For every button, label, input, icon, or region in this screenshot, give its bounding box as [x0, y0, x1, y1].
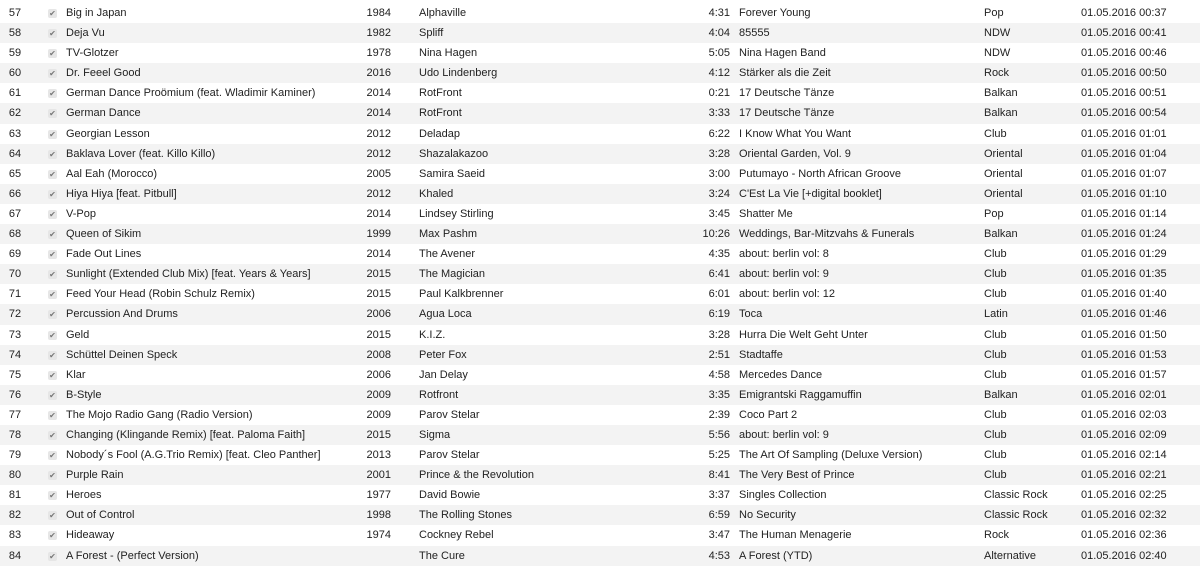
track-num: 69 [8, 248, 22, 261]
track-title: German Dance [66, 107, 141, 120]
track-time: 3:28 [708, 147, 730, 160]
checkbox-checked-icon[interactable]: ✔ [49, 69, 56, 79]
track-album: I Know What You Want [739, 127, 852, 140]
checkbox-checked-icon[interactable]: ✔ [49, 209, 56, 219]
checkbox-checked-icon[interactable]: ✔ [49, 9, 56, 18]
track-row[interactable] [0, 204, 1200, 224]
track-year: 2006 [366, 308, 391, 321]
checkbox-checked-icon[interactable]: ✔ [49, 89, 56, 99]
track-album: The Art Of Sampling (Deluxe Version) [739, 449, 923, 462]
track-genre: NDW [984, 27, 1011, 40]
checkbox-checked-icon[interactable]: ✔ [49, 189, 56, 199]
checkbox-checked-icon[interactable]: ✔ [49, 270, 56, 280]
track-num: 65 [8, 167, 22, 180]
track-title: Aal Eah (Morocco) [66, 167, 158, 180]
track-artist: The Magician [419, 268, 486, 281]
track-num: 71 [8, 288, 22, 301]
track-genre: Pop [984, 207, 1004, 220]
track-date: 01.05.2016 00:46 [1081, 47, 1167, 60]
track-title: German Dance Proömium (feat. Wladimir Kaminer) [66, 87, 316, 100]
track-year: 2015 [366, 428, 391, 441]
track-time: 6:41 [708, 268, 730, 281]
track-artist: Agua Loca [419, 308, 472, 321]
track-album: The Very Best of Prince [739, 469, 855, 482]
track-year: 1984 [366, 7, 391, 19]
track-album: 17 Deutsche Tänze [739, 87, 835, 100]
track-year: 2014 [366, 248, 391, 261]
track-album: C'Est La Vie [+digital booklet] [739, 187, 882, 200]
track-artist: Alphaville [419, 7, 467, 19]
track-row[interactable] [0, 23, 1200, 43]
track-time: 2:39 [708, 408, 730, 421]
track-title: Nobody´s Fool (A.G.Trio Remix) [feat. Cleo Panther] [66, 449, 321, 462]
track-row[interactable] [0, 284, 1200, 304]
track-time: 5:05 [708, 47, 730, 60]
checkbox-checked-icon[interactable]: ✔ [49, 49, 56, 59]
checkbox-checked-icon[interactable]: ✔ [49, 29, 56, 39]
track-date: 01.05.2016 00:41 [1081, 27, 1167, 40]
track-artist: Khaled [419, 187, 454, 200]
track-num: 84 [8, 549, 22, 562]
track-date: 01.05.2016 00:37 [1081, 7, 1167, 19]
track-album: 17 Deutsche Tänze [739, 107, 835, 120]
track-num: 60 [8, 67, 22, 80]
track-genre: Latin [984, 308, 1008, 321]
track-row[interactable] [0, 264, 1200, 284]
track-title: Klar [66, 368, 86, 381]
track-year: 2009 [366, 408, 391, 421]
track-num: 83 [8, 529, 22, 542]
track-time: 3:28 [708, 328, 730, 341]
track-row[interactable] [0, 244, 1200, 264]
track-genre: Balkan [984, 388, 1018, 401]
track-title: Sunlight (Extended Club Mix) [feat. Years & Years] [66, 268, 311, 281]
checkbox-checked-icon[interactable]: ✔ [49, 350, 56, 360]
track-genre: Club [984, 348, 1007, 361]
track-album: about: berlin vol: 8 [739, 248, 829, 261]
checkbox-checked-icon[interactable]: ✔ [49, 290, 56, 300]
track-time: 8:41 [708, 469, 730, 482]
track-time: 5:56 [708, 428, 730, 441]
track-time: 3:33 [708, 107, 730, 120]
track-date: 01.05.2016 01:40 [1081, 288, 1167, 301]
track-date: 01.05.2016 01:07 [1081, 167, 1167, 180]
checkbox-checked-icon[interactable]: ✔ [49, 169, 56, 179]
track-row[interactable] [0, 345, 1200, 365]
track-artist: Jan Delay [419, 368, 468, 381]
track-date: 01.05.2016 02:01 [1081, 388, 1167, 401]
track-date: 01.05.2016 01:57 [1081, 368, 1167, 381]
track-year: 1974 [366, 529, 391, 542]
track-artist: Shazalakazoo [419, 147, 489, 160]
track-title: Geld [66, 328, 90, 341]
track-row[interactable] [0, 465, 1200, 485]
track-row[interactable] [0, 304, 1200, 324]
track-num: 68 [8, 228, 22, 241]
track-time: 4:58 [708, 368, 730, 381]
track-title: Georgian Lesson [66, 127, 150, 140]
track-genre: Classic Rock [984, 509, 1048, 522]
track-title: V-Pop [66, 207, 96, 220]
track-row[interactable] [0, 325, 1200, 345]
track-title: A Forest - (Perfect Version) [66, 549, 199, 562]
track-title: Percussion And Drums [66, 308, 178, 321]
track-album: Emigrantski Raggamuffin [739, 388, 862, 401]
track-time: 3:24 [708, 187, 730, 200]
track-genre: Rock [984, 67, 1010, 80]
track-album: Mercedes Dance [739, 368, 823, 381]
track-genre: Rock [984, 529, 1010, 542]
track-title: B-Style [66, 388, 102, 401]
track-artist: Paul Kalkbrenner [419, 288, 504, 301]
track-row[interactable] [0, 124, 1200, 144]
track-year: 2012 [366, 127, 391, 140]
track-year: 2005 [366, 167, 391, 180]
track-year: 1982 [366, 27, 391, 40]
track-album: Putumayo - North African Groove [739, 167, 902, 180]
track-row[interactable] [0, 224, 1200, 244]
track-year: 2014 [366, 107, 391, 120]
track-album: Hurra Die Welt Geht Unter [739, 328, 868, 341]
track-time: 0:21 [708, 87, 730, 100]
track-row[interactable] [0, 83, 1200, 103]
track-artist: Rotfront [419, 388, 459, 401]
track-num: 79 [8, 449, 22, 462]
track-num: 76 [8, 388, 22, 401]
track-date: 01.05.2016 01:35 [1081, 268, 1167, 281]
track-title: Hideaway [66, 529, 115, 542]
track-genre: Oriental [984, 147, 1023, 160]
track-date: 01.05.2016 02:25 [1081, 489, 1167, 502]
checkbox-checked-icon[interactable]: ✔ [49, 310, 56, 320]
track-date: 01.05.2016 01:50 [1081, 328, 1167, 341]
track-time: 5:25 [708, 449, 730, 462]
track-genre: Balkan [984, 87, 1018, 100]
track-album: 85555 [739, 27, 770, 40]
checkbox-checked-icon[interactable]: ✔ [49, 451, 56, 461]
track-time: 4:04 [708, 27, 730, 40]
track-genre: Club [984, 428, 1007, 441]
track-date: 01.05.2016 02:21 [1081, 469, 1167, 482]
track-time: 6:59 [708, 509, 730, 522]
checkbox-checked-icon[interactable]: ✔ [49, 390, 56, 400]
checkbox-checked-icon[interactable]: ✔ [49, 250, 56, 260]
track-num: 73 [8, 328, 22, 341]
track-album: Coco Part 2 [739, 408, 798, 421]
track-album: Singles Collection [739, 489, 827, 502]
track-year: 2014 [366, 207, 391, 220]
checkbox-checked-icon[interactable]: ✔ [49, 551, 56, 561]
track-album: Toca [739, 308, 763, 321]
track-num: 67 [8, 207, 22, 220]
track-num: 78 [8, 428, 22, 441]
track-row[interactable] [0, 425, 1200, 445]
track-genre: Balkan [984, 228, 1018, 241]
track-time: 4:53 [708, 549, 730, 562]
track-year: 2015 [366, 328, 391, 341]
track-date: 01.05.2016 01:29 [1081, 248, 1167, 261]
track-artist: RotFront [419, 87, 462, 100]
track-date: 01.05.2016 00:50 [1081, 67, 1167, 80]
checkbox-checked-icon[interactable]: ✔ [49, 330, 56, 340]
track-row[interactable] [0, 385, 1200, 405]
track-artist: Prince & the Revolution [419, 469, 534, 482]
track-time: 4:31 [708, 7, 730, 19]
track-row[interactable] [0, 43, 1200, 63]
track-time: 3:45 [708, 207, 730, 220]
track-genre: Club [984, 328, 1007, 341]
track-genre: Oriental [984, 187, 1023, 200]
track-artist: The Avener [419, 248, 476, 261]
track-num: 61 [8, 87, 22, 100]
track-title: Deja Vu [66, 27, 105, 40]
track-title: Baklava Lover (feat. Killo Killo) [66, 147, 216, 160]
checkbox-checked-icon[interactable]: ✔ [49, 471, 56, 481]
track-time: 4:12 [708, 67, 730, 80]
track-artist: Deladap [419, 127, 460, 140]
track-time: 3:47 [708, 529, 730, 542]
checkbox-checked-icon[interactable]: ✔ [49, 370, 56, 380]
track-row[interactable] [0, 505, 1200, 525]
track-row[interactable] [0, 365, 1200, 385]
track-num: 66 [8, 187, 22, 200]
track-date: 01.05.2016 01:01 [1081, 127, 1167, 140]
track-genre: Balkan [984, 107, 1018, 120]
track-genre: Club [984, 368, 1007, 381]
track-title: Purple Rain [66, 469, 124, 482]
track-title: TV-Glotzer [66, 47, 119, 60]
track-artist: K.I.Z. [419, 328, 446, 341]
track-artist: Parov Stelar [419, 449, 480, 462]
track-row[interactable] [0, 445, 1200, 465]
track-row[interactable] [0, 103, 1200, 123]
track-num: 81 [8, 489, 22, 502]
track-genre: Oriental [984, 167, 1023, 180]
track-row[interactable] [0, 525, 1200, 545]
track-genre: Club [984, 449, 1007, 462]
track-year: 2008 [366, 348, 391, 361]
track-num: 57 [8, 7, 22, 19]
checkbox-checked-icon[interactable]: ✔ [49, 430, 56, 440]
track-genre: Club [984, 248, 1007, 261]
track-year: 2015 [366, 268, 391, 281]
track-artist: Peter Fox [419, 348, 467, 361]
track-title: Changing (Klingande Remix) [feat. Paloma Faith] [66, 428, 306, 441]
track-date: 01.05.2016 00:51 [1081, 87, 1167, 100]
track-genre: Alternative [984, 549, 1036, 562]
track-artist: Lindsey Stirling [419, 207, 494, 220]
track-year: 2009 [366, 388, 391, 401]
track-genre: NDW [984, 47, 1011, 60]
track-album: about: berlin vol: 12 [739, 288, 836, 301]
track-row[interactable] [0, 184, 1200, 204]
track-artist: Udo Lindenberg [419, 67, 498, 80]
track-album: Nina Hagen Band [739, 47, 826, 60]
track-title: Schüttel Deinen Speck [66, 348, 178, 361]
track-time: 6:22 [708, 127, 730, 140]
track-album: Stadtaffe [739, 348, 783, 361]
track-artist: Samira Saeid [419, 167, 486, 180]
track-date: 01.05.2016 00:54 [1081, 107, 1167, 120]
checkbox-checked-icon[interactable]: ✔ [49, 491, 56, 501]
track-num: 70 [8, 268, 22, 281]
track-num: 59 [8, 47, 22, 60]
track-artist: Cockney Rebel [419, 529, 494, 542]
track-title: Out of Control [66, 509, 135, 522]
track-date: 01.05.2016 01:24 [1081, 228, 1167, 241]
track-album: Oriental Garden, Vol. 9 [739, 147, 851, 160]
track-artist: David Bowie [419, 489, 481, 502]
track-album: The Human Menagerie [739, 529, 852, 542]
track-row[interactable] [0, 144, 1200, 164]
track-genre: Club [984, 127, 1007, 140]
track-num: 64 [8, 147, 22, 160]
checkbox-checked-icon[interactable]: ✔ [49, 149, 56, 159]
track-genre: Club [984, 268, 1007, 281]
track-year: 1977 [366, 489, 391, 502]
track-year: 1999 [366, 228, 391, 241]
track-album: Shatter Me [739, 207, 793, 220]
track-album: No Security [739, 509, 796, 522]
track-year: 1978 [366, 47, 391, 60]
track-date: 01.05.2016 01:10 [1081, 187, 1167, 200]
track-date: 01.05.2016 02:36 [1081, 529, 1167, 542]
track-title: Dr. Feeel Good [66, 67, 141, 80]
track-date: 01.05.2016 01:14 [1081, 207, 1167, 220]
track-genre: Club [984, 408, 1007, 421]
checkbox-checked-icon[interactable]: ✔ [49, 511, 56, 521]
track-row[interactable] [0, 546, 1200, 566]
track-album: A Forest (YTD) [739, 549, 813, 562]
track-album: Stärker als die Zeit [739, 67, 831, 80]
track-list [0, 3, 1200, 566]
track-genre: Club [984, 288, 1007, 301]
track-artist: The Rolling Stones [419, 509, 512, 522]
track-date: 01.05.2016 01:04 [1081, 147, 1167, 160]
track-year: 2001 [366, 469, 391, 482]
track-year: 2016 [366, 67, 391, 80]
track-title: The Mojo Radio Gang (Radio Version) [66, 408, 253, 421]
track-artist: Max Pashm [419, 228, 478, 241]
track-num: 75 [8, 368, 22, 381]
checkbox-checked-icon[interactable]: ✔ [49, 129, 56, 139]
track-row[interactable] [0, 63, 1200, 83]
checkbox-checked-icon[interactable]: ✔ [49, 109, 56, 119]
track-num: 82 [8, 509, 22, 522]
track-title: Big in Japan [66, 7, 127, 19]
track-album: about: berlin vol: 9 [739, 428, 829, 441]
track-artist: Sigma [419, 428, 451, 441]
track-title: Fade Out Lines [66, 248, 142, 261]
track-year: 2014 [366, 87, 391, 100]
track-genre: Pop [984, 7, 1004, 19]
track-row[interactable] [0, 485, 1200, 505]
track-title: Queen of Sikim [66, 228, 142, 241]
track-year: 2012 [366, 147, 391, 160]
checkbox-checked-icon[interactable]: ✔ [49, 410, 56, 420]
track-genre: Club [984, 469, 1007, 482]
track-artist: Nina Hagen [419, 47, 478, 60]
track-date: 01.05.2016 02:40 [1081, 549, 1167, 562]
track-date: 01.05.2016 02:09 [1081, 428, 1167, 441]
track-num: 80 [8, 469, 22, 482]
track-album: Weddings, Bar-Mitzvahs & Funerals [739, 228, 915, 241]
track-row[interactable] [0, 3, 1200, 23]
track-year: 1998 [366, 509, 391, 522]
track-title: Hiya Hiya [feat. Pitbull] [66, 187, 177, 200]
track-artist: Parov Stelar [419, 408, 480, 421]
track-album: Forever Young [739, 7, 811, 19]
track-year: 2015 [366, 288, 391, 301]
track-album: about: berlin vol: 9 [739, 268, 829, 281]
track-artist: The Cure [419, 549, 465, 562]
track-time: 6:19 [708, 308, 730, 321]
track-time: 3:35 [708, 388, 730, 401]
track-num: 77 [8, 408, 22, 421]
track-row[interactable] [0, 405, 1200, 425]
track-date: 01.05.2016 02:32 [1081, 509, 1167, 522]
track-num: 74 [8, 348, 22, 361]
checkbox-checked-icon[interactable]: ✔ [49, 531, 56, 541]
track-date: 01.05.2016 01:46 [1081, 308, 1167, 321]
track-time: 10:26 [702, 228, 730, 241]
track-genre: Classic Rock [984, 489, 1048, 502]
track-artist: RotFront [419, 107, 462, 120]
track-num: 62 [8, 107, 22, 120]
track-num: 58 [8, 27, 22, 40]
track-year: 2013 [366, 449, 391, 462]
track-title: Feed Your Head (Robin Schulz Remix) [66, 288, 255, 301]
track-time: 4:35 [708, 248, 730, 261]
track-title: Heroes [66, 489, 102, 502]
track-artist: Spliff [419, 27, 444, 40]
track-date: 01.05.2016 01:53 [1081, 348, 1167, 361]
track-row[interactable] [0, 164, 1200, 184]
track-date: 01.05.2016 02:03 [1081, 408, 1167, 421]
track-time: 3:00 [708, 167, 730, 180]
track-time: 3:37 [708, 489, 730, 502]
track-year: 2006 [366, 368, 391, 381]
track-time: 6:01 [708, 288, 730, 301]
track-year: 2012 [366, 187, 391, 200]
track-date: 01.05.2016 02:14 [1081, 449, 1167, 462]
checkbox-checked-icon[interactable]: ✔ [49, 230, 56, 240]
track-num: 63 [8, 127, 22, 140]
track-num: 72 [8, 308, 22, 321]
track-time: 2:51 [708, 348, 730, 361]
